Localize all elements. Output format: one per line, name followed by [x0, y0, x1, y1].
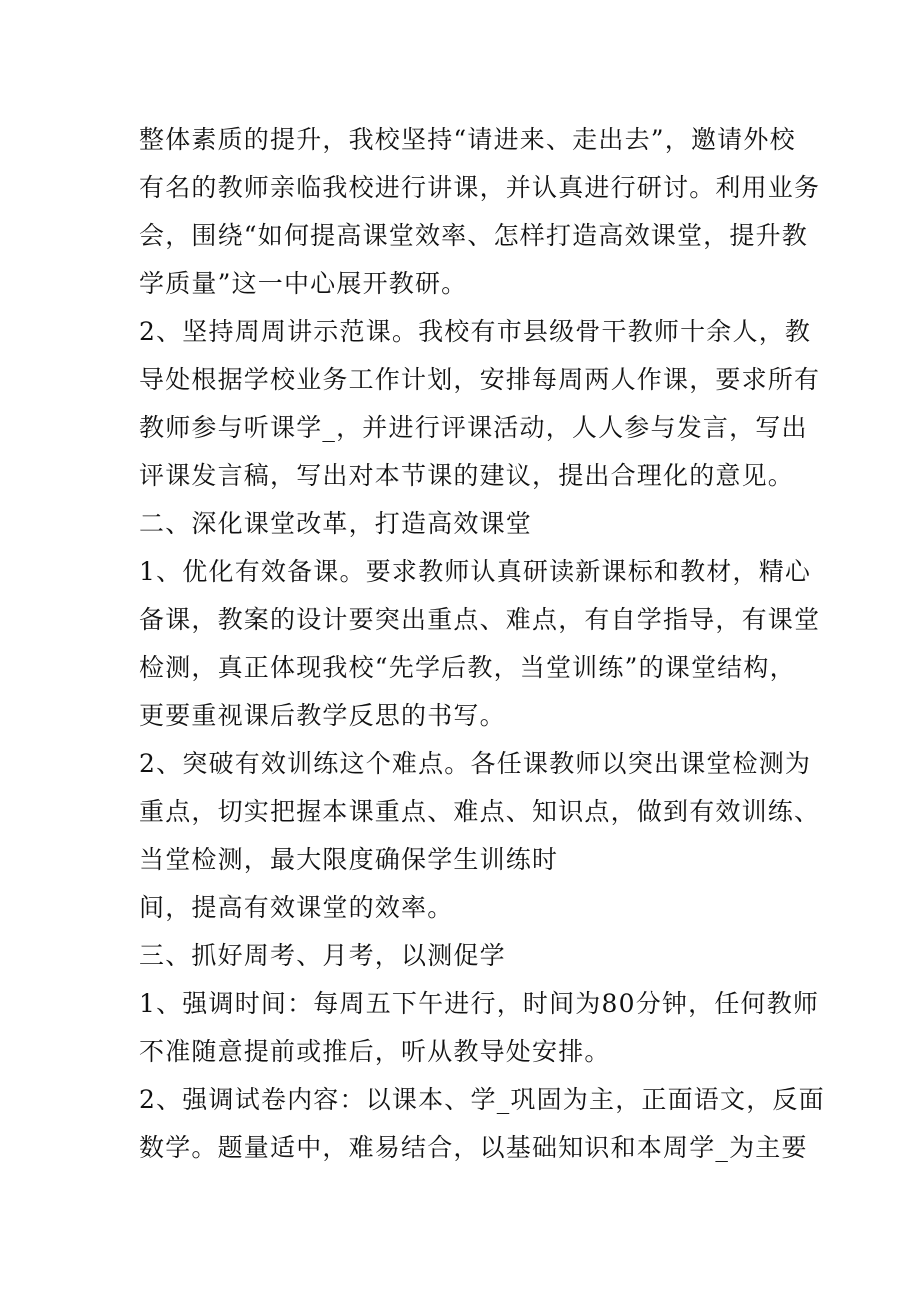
text-line-2: 有名的教师亲临我校进行讲课，并认真进行研讨。利用业务	[139, 173, 821, 202]
text-line-3: 会，围绕“如何提高课堂效率、怎样打造高效课堂，提升教	[139, 221, 808, 250]
text-line-17: 间，提高有效课堂的效率。	[139, 893, 454, 922]
text-line-11: 备课，教案的设计要突出重点、难点，有自学指导，有课堂	[139, 605, 821, 634]
text-line-13: 更要重视课后教学反思的书写。	[139, 701, 506, 730]
text-line-7: 教师参与听课学_，并进行评课活动，人人参与发言，写出	[139, 413, 808, 442]
text-line-12: 检测，真正体现我校“先学后教，当堂训练”的课堂结构，	[139, 653, 796, 682]
text-line-15: 重点，切实把握本课重点、难点、知识点，做到有效训练、	[139, 797, 821, 826]
section-heading-2: 二、深化课堂改革，打造高效课堂	[139, 509, 533, 538]
text-line-1: 整体素质的提升，我校坚持“请进来、走出去”，邀请外校	[139, 125, 796, 154]
text-line-22: 数学。题量适中，难易结合，以基础知识和本周学_为主要	[139, 1133, 808, 1162]
text-line-19: 1、强调时间：每周五下午进行，时间为80分钟，任何教师	[139, 989, 820, 1018]
text-line-21: 2、强调试卷内容：以课本、学_巩固为主，正面语文，反面	[139, 1085, 825, 1114]
text-line-14: 2、突破有效训练这个难点。各任课教师以突出课堂检测为	[139, 749, 812, 778]
text-line-6: 导处根据学校业务工作计划，安排每周两人作课，要求所有	[139, 365, 821, 394]
section-heading-3: 三、抓好周考、月考，以测促学	[139, 941, 506, 970]
text-line-20: 不准随意提前或推后，听从教导处安排。	[139, 1037, 611, 1066]
text-line-10: 1、优化有效备课。要求教师认真研读新课标和教材，精心	[139, 557, 812, 586]
text-line-8: 评课发言稿，写出对本节课的建议，提出合理化的意见。	[139, 461, 795, 490]
text-line-5: 2、坚持周周讲示范课。我校有市县级骨干教师十余人，教	[139, 317, 812, 346]
document-body	[139, 116, 825, 1172]
text-line-16: 当堂检测，最大限度确保学生训练时	[139, 845, 559, 874]
text-line-4: 学质量”这一中心展开教研。	[139, 269, 468, 298]
